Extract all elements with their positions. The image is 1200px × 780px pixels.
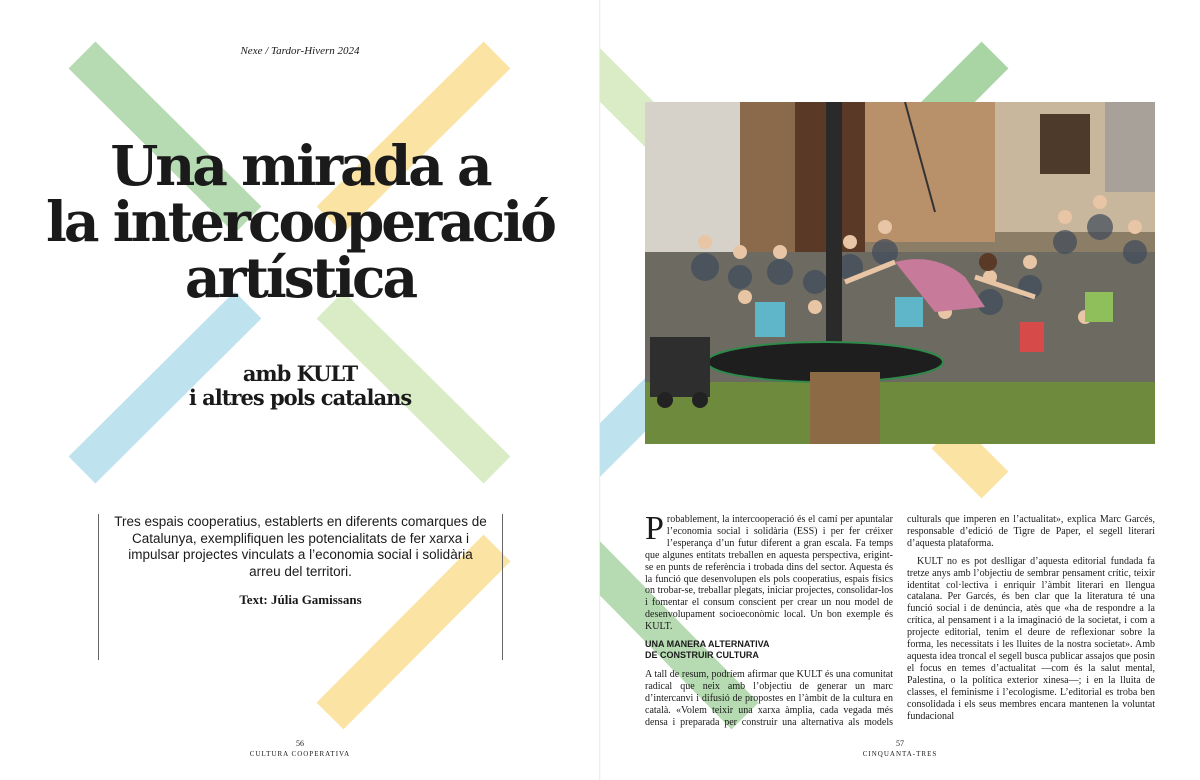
subtitle-line: i altres pols catalans (188, 385, 412, 410)
subtitle-line: amb KULT (242, 361, 358, 386)
paragraph-text: robablement, la intercooperació és el camí per apuntalar l’economia social i solidària (ESS) i per fer créixer l’esperança d’un futur diferent a gran escala. Fa temps que algunes entitats treballen en aquesta perspectiva, erigint-se en punts de referència i trobada dins del sector. Aquesta és la funció que desenvolupen els pols cooperatius, espais físics on trobar-se, treballar plegats, iniciar projectes, consolidar-los i fomentar el consum conscient per crear un nou model de desenvolupament socioeconòmic local. Un bon exemple és KULT. (645, 514, 893, 633)
author-credit: Text: Júlia Gamissans (239, 592, 362, 607)
intro-box (98, 514, 503, 660)
section-heading (645, 639, 893, 661)
running-head: Nexe / Tardor-Hivern 2024 (240, 45, 360, 57)
page-footer-left (200, 739, 400, 759)
paragraph (645, 510, 893, 633)
section-label: CINQUANTA-TRES (862, 750, 938, 758)
article-body (645, 510, 1155, 729)
right-page (600, 0, 1200, 780)
paragraph: KULT no es pot deslligar d’aquesta editorial fundada fa tretze anys amb l’objectiu de sembrar pensament crític, teixir identitat col·lectiva i enriquir l’àmbit literari en llengua catalana. Per Garcés, és ben clar que la literatura té una funció social i de denúncia, atès que «ha de respondre a la crítica, al pensament i a la imaginació de la societat, i com a projecte editorial, tenim el deure de reflexionar sobre la forma, les necessitats i les lluites de la nostra societat». Amb aquesta idea troncal el segell busca publicar assajos que posin el focus en temes d’actualitat —com és la salut mental, Palestina, o la política exterior xinesa—; i en la lluita de classes, el feminisme i l’ecologisme. L’editorial es troba ben consolidada i els seus membres encara mantenen la voluntat fundacional (907, 555, 1155, 722)
heading-line: DE CONSTRUIR CULTURA (645, 650, 759, 661)
title-line: Una mirada a (110, 133, 490, 198)
heading-line: UNA MANERA ALTERNATIVA (645, 639, 770, 650)
page-footer-right (800, 739, 1000, 759)
circus-performance-image (645, 102, 1155, 444)
page-number: 56 (296, 739, 304, 748)
article-title (40, 133, 560, 310)
article-photo (645, 102, 1155, 444)
article-subtitle (170, 362, 430, 410)
intro-text: Tres espais cooperatius, establerts en diferents comarques de Catalunya, exemplifiquen les potencialitats de fer xarxa i impulsar projectes vinculats a l’economia social i solidària arreu del territori. (114, 514, 487, 579)
paragraph: A tall de resum, podríem afirmar que KULT és una comunitat radical que neix amb l’objectiu de generar un marc d’intercanvi i difusió de propostes en l’àmbit de la cultura en català. «Volem teixir una xarxa àmplia, cada vegada més densa i preparada per construir una alternativa als models culturals que imperen en l’actualitat», explica Marc Garcés, responsable d’edició de Tigre de Paper, el segell literari d’aquesta plataforma. (645, 514, 1155, 728)
title-line: la intercooperació (46, 189, 554, 254)
title-line: artística (184, 245, 416, 310)
page-number: 57 (896, 739, 904, 748)
drop-cap: P (645, 510, 664, 547)
section-label: CULTURA COOPERATIVA (249, 750, 351, 758)
